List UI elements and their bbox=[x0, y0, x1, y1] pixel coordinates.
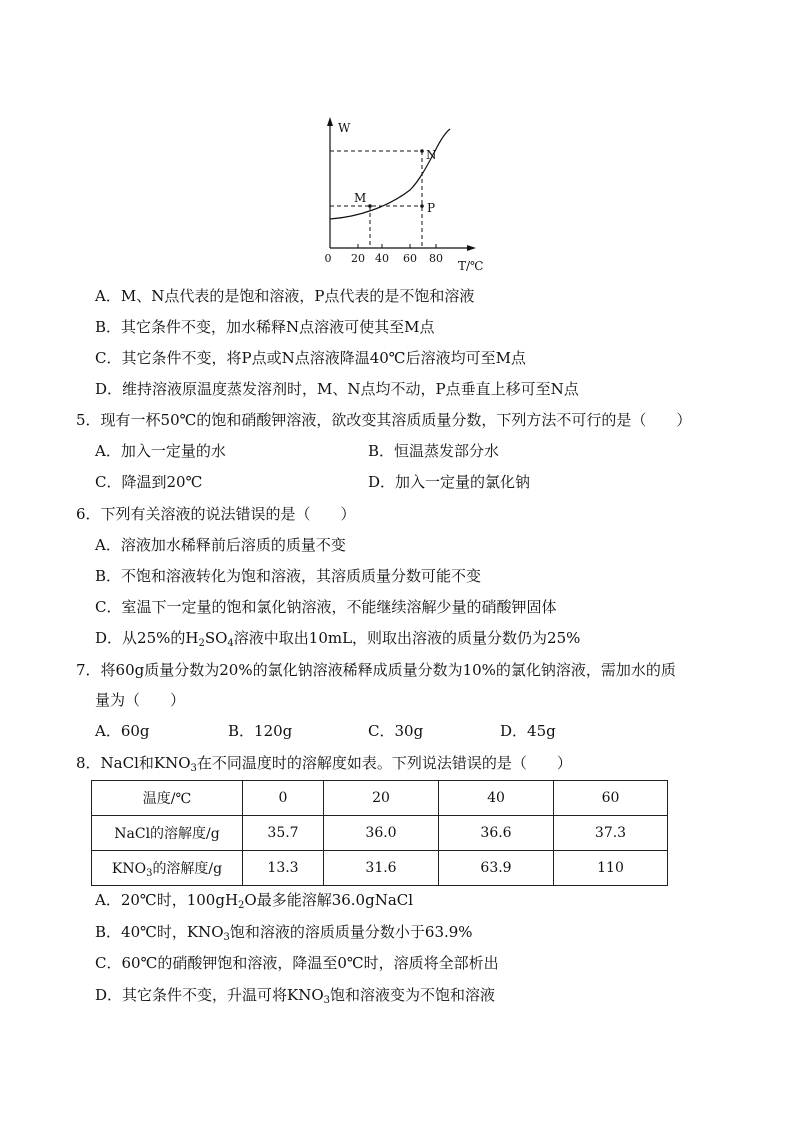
table-cell: 31.6 bbox=[324, 851, 439, 886]
table-cell: 37.3 bbox=[554, 816, 668, 851]
solubility-graph bbox=[318, 112, 490, 274]
q6-option-b[interactable]: B．不饱和溶液转化为饱和溶液，其溶质质量分数可能不变 bbox=[95, 567, 482, 585]
x-tick-80: 80 bbox=[429, 252, 443, 265]
q6-option-a[interactable]: A．溶液加水稀释前后溶质的质量不变 bbox=[95, 536, 346, 554]
table-cell: 110 bbox=[554, 851, 668, 886]
y-axis-label: W bbox=[338, 121, 351, 135]
point-p bbox=[420, 204, 424, 208]
x-tick-60: 60 bbox=[403, 252, 417, 265]
q5-option-d[interactable]: D．加入一定量的氯化钠 bbox=[368, 473, 531, 491]
table-cell: $KNO_3$的溶解度/g bbox=[92, 851, 243, 886]
q8-stem: 8．NaCl和$KNO_3$在不同温度时的溶解度如表。下列说法错误的是（ ） bbox=[76, 754, 572, 774]
point-n-label: N bbox=[426, 148, 437, 162]
q4-option-b[interactable]: B．其它条件不变，加水稀释N点溶液可使其至M点 bbox=[95, 318, 435, 336]
q5-option-c[interactable]: C．降温到20℃ bbox=[95, 473, 203, 491]
table-row-header bbox=[92, 781, 668, 816]
table-row bbox=[92, 851, 668, 886]
y-axis-arrow-icon bbox=[327, 117, 333, 126]
point-p-label: P bbox=[427, 201, 436, 215]
table-cell: 63.9 bbox=[439, 851, 554, 886]
q7-option-a[interactable]: A．60g bbox=[95, 722, 150, 740]
q8-option-b[interactable]: B．40℃时，$KNO_3$饱和溶液的溶质质量分数小于63.9% bbox=[95, 923, 473, 943]
point-n bbox=[420, 149, 424, 153]
table-cell: 60 bbox=[554, 781, 668, 816]
table-cell: 36.0 bbox=[324, 816, 439, 851]
table-cell: 40 bbox=[439, 781, 554, 816]
q4-option-a[interactable]: A．M、N点代表的是饱和溶液，P点代表的是不饱和溶液 bbox=[95, 287, 475, 305]
point-m bbox=[368, 204, 372, 208]
q5-option-b[interactable]: B．恒温蒸发部分水 bbox=[368, 442, 500, 460]
x-tick-20: 20 bbox=[351, 252, 365, 265]
q8-option-a[interactable]: A．20℃时，$100gH_2O$最多能溶解36.0gNaCl bbox=[95, 891, 414, 911]
table-cell: 35.7 bbox=[243, 816, 324, 851]
q6-option-c[interactable]: C．室温下一定量的饱和氯化钠溶液，不能继续溶解少量的硝酸钾固体 bbox=[95, 598, 557, 616]
table-cell: NaCl的溶解度/g bbox=[92, 816, 243, 851]
q4-option-d[interactable]: D．维持溶液原温度蒸发溶剂时，M、N点均不动，P点垂直上移可至N点 bbox=[95, 380, 579, 398]
q7-option-b[interactable]: B．120g bbox=[228, 722, 293, 740]
q5-option-a[interactable]: A．加入一定量的水 bbox=[95, 442, 226, 460]
q6-option-d[interactable]: D．从25%的$H_2SO_4$溶液中取出10mL，则取出溶液的质量分数仍为25% bbox=[95, 629, 581, 649]
point-m-label: M bbox=[354, 191, 367, 205]
table-cell: 温度/℃ bbox=[92, 781, 243, 816]
q7-option-d[interactable]: D．45g bbox=[500, 722, 556, 740]
q5-stem: 5．现有一杯50℃的饱和硝酸钾溶液，欲改变其溶质质量分数，下列方法不可行的是（ ） bbox=[76, 411, 692, 429]
table-cell: 0 bbox=[243, 781, 324, 816]
x-axis-label: T/℃ bbox=[458, 259, 484, 273]
table-row bbox=[92, 816, 668, 851]
x-tick-0: 0 bbox=[324, 252, 332, 265]
table-cell: 13.3 bbox=[243, 851, 324, 886]
q8-option-d[interactable]: D．其它条件不变，升温可将$KNO_3$饱和溶液变为不饱和溶液 bbox=[95, 986, 496, 1006]
x-tick-40: 40 bbox=[375, 252, 389, 265]
q7-option-c[interactable]: C．30g bbox=[368, 722, 424, 740]
q6-stem: 6．下列有关溶液的说法错误的是（ ） bbox=[76, 505, 356, 523]
q7-stem: 7．将60g质量分数为20%的氯化钠溶液稀释成质量分数为10%的氯化钠溶液，需加水的质 bbox=[76, 661, 676, 679]
q7-stem-line2: 量为（ ） bbox=[95, 691, 186, 709]
table-cell: 20 bbox=[324, 781, 439, 816]
q8-option-c[interactable]: C．60℃的硝酸钾饱和溶液，降温至0℃时，溶质将全部析出 bbox=[95, 954, 499, 972]
q4-option-c[interactable]: C．其它条件不变，将P点或N点溶液降温40℃后溶液均可至M点 bbox=[95, 349, 526, 367]
x-axis-arrow-icon bbox=[467, 245, 476, 251]
solubility-table bbox=[91, 780, 668, 886]
table-cell: 36.6 bbox=[439, 816, 554, 851]
